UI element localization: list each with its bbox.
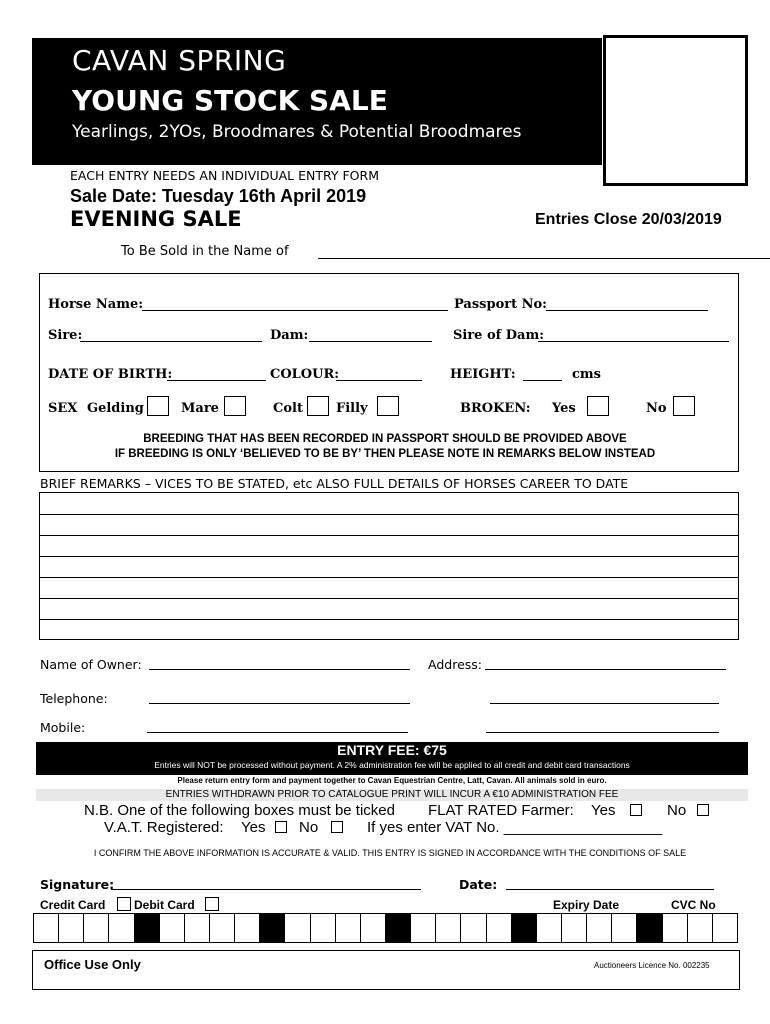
card-digit-cell[interactable] <box>713 914 737 942</box>
licence-number: Auctioneers Licence No. 002235 <box>594 961 710 970</box>
mobile-label: Mobile: <box>40 720 86 735</box>
broken-yes-label: Yes <box>552 401 576 416</box>
entries-close: Entries Close 20/03/2019 <box>535 211 722 228</box>
debit-card-label: Debit Card <box>134 898 195 912</box>
cms-label: cms <box>572 367 601 382</box>
title-line2: YOUNG STOCK SALE <box>72 84 388 117</box>
mare-checkbox[interactable] <box>224 396 246 416</box>
remarks-line <box>40 598 738 599</box>
sale-date: Sale Date: Tuesday 16th April 2019 <box>70 186 367 206</box>
broken-yes-checkbox[interactable] <box>587 396 609 416</box>
colt-label: Colt <box>273 401 303 416</box>
sold-name-field[interactable] <box>318 258 770 259</box>
sire-label: Sire: <box>48 328 83 343</box>
height-label: HEIGHT: <box>450 367 516 382</box>
flat-rated-no-checkbox[interactable] <box>697 804 709 816</box>
withdraw-note: ENTRIES WITHDRAWN PRIOR TO CATALOGUE PRINT WILL INCUR A €10 ADMINISTRATION FEE <box>165 789 619 800</box>
filly-checkbox[interactable] <box>377 396 399 416</box>
evening-sale: EVENING SALE <box>70 207 242 231</box>
owner-name-label: Name of Owner: <box>40 657 142 672</box>
card-digit-cell[interactable] <box>34 914 59 942</box>
credit-card-label: Credit Card <box>40 898 106 912</box>
flat-rated-yes-checkbox[interactable] <box>630 804 642 816</box>
vat-no-label: No <box>299 819 319 836</box>
remarks-line <box>40 535 738 536</box>
sex-label: SEX <box>48 401 78 416</box>
owner-name-field[interactable] <box>149 658 410 670</box>
vat-number-label: If yes enter VAT No. ___________________ <box>367 819 663 836</box>
signature-label: Signature: <box>40 877 115 892</box>
remarks-box[interactable] <box>39 492 739 640</box>
return-note: Please return entry form and payment together to Cavan Equestrian Centre, Latt, Cavan. All animals sold in euro. <box>177 776 607 785</box>
each-entry-note: EACH ENTRY NEEDS AN INDIVIDUAL ENTRY FORM <box>70 168 379 183</box>
card-digit-cell[interactable] <box>562 914 587 942</box>
card-digit-cell[interactable] <box>487 914 512 942</box>
card-digit-cell[interactable] <box>210 914 235 942</box>
cvc-label: CVC No <box>671 898 716 912</box>
remarks-line <box>40 556 738 557</box>
broken-no-checkbox[interactable] <box>673 396 695 416</box>
card-digit-cell[interactable] <box>361 914 386 942</box>
card-digit-cell[interactable] <box>612 914 637 942</box>
vat-no-checkbox[interactable] <box>331 821 343 833</box>
card-digit-cell[interactable] <box>436 914 461 942</box>
card-grid-separator <box>637 914 662 942</box>
address-line3-field[interactable] <box>486 721 719 733</box>
date-label: Date: <box>459 877 498 892</box>
credit-card-checkbox[interactable] <box>117 897 131 911</box>
telephone-label: Telephone: <box>40 691 108 706</box>
expiry-date-label: Expiry Date <box>553 898 620 912</box>
subtitle: Yearlings, 2YOs, Broodmares & Potential Broodmares <box>72 122 522 142</box>
vat-registered-label: V.A.T. Registered: <box>104 819 224 836</box>
remarks-line <box>40 619 738 620</box>
mare-label: Mare <box>181 401 219 416</box>
vat-yes-checkbox[interactable] <box>275 821 287 833</box>
date-field[interactable] <box>506 878 714 890</box>
entry-fee-title: ENTRY FEE: €75 <box>337 742 447 758</box>
card-grid-separator <box>512 914 537 942</box>
card-digit-cell[interactable] <box>461 914 486 942</box>
broken-no-label: No <box>646 401 667 416</box>
sire-field[interactable] <box>80 330 262 342</box>
telephone-field[interactable] <box>149 692 410 704</box>
sire-of-dam-field[interactable] <box>538 330 729 342</box>
colour-field[interactable] <box>336 369 422 381</box>
colt-checkbox[interactable] <box>307 396 329 416</box>
address-line2-field[interactable] <box>490 692 719 704</box>
address-label: Address: <box>428 657 482 672</box>
card-digit-cell[interactable] <box>109 914 134 942</box>
sold-name-label: To Be Sold in the Name of <box>121 244 289 259</box>
flat-rated-no-label: No <box>667 802 687 819</box>
signature-field[interactable] <box>111 878 421 890</box>
broken-label: BROKEN: <box>460 401 531 416</box>
mobile-field[interactable] <box>147 721 408 733</box>
breeding-note-2: IF BREEDING IS ONLY ‘BELIEVED TO BE BY’ THEN PLEASE NOTE IN REMARKS BELOW INSTEAD <box>114 448 656 460</box>
card-grid-separator <box>135 914 160 942</box>
gelding-checkbox[interactable] <box>147 396 169 416</box>
horse-name-label: Horse Name: <box>48 297 144 312</box>
card-digit-cell[interactable] <box>311 914 336 942</box>
vat-yes-label: Yes <box>241 819 266 836</box>
card-digit-cell[interactable] <box>587 914 612 942</box>
card-digit-cell[interactable] <box>285 914 310 942</box>
breeding-note-1: BREEDING THAT HAS BEEN RECORDED IN PASSPORT SHOULD BE PROVIDED ABOVE <box>143 433 627 445</box>
nb-line: N.B. One of the following boxes must be ticked <box>84 802 395 819</box>
filly-label: Filly <box>336 401 368 416</box>
flat-rated-label: FLAT RATED Farmer: <box>428 802 574 819</box>
card-grid-separator <box>386 914 411 942</box>
card-digit-cell[interactable] <box>663 914 688 942</box>
horse-name-field[interactable] <box>142 299 448 311</box>
remarks-line <box>40 514 738 515</box>
card-digit-cell[interactable] <box>688 914 713 942</box>
debit-card-checkbox[interactable] <box>205 897 219 911</box>
office-use-label: Office Use Only <box>44 957 141 972</box>
card-digit-cell[interactable] <box>59 914 84 942</box>
dam-field[interactable] <box>309 330 432 342</box>
gelding-label: Gelding <box>87 401 144 416</box>
card-digit-cell[interactable] <box>411 914 436 942</box>
card-number-grid <box>33 913 738 943</box>
dob-label: DATE OF BIRTH: <box>48 367 173 382</box>
card-grid-separator <box>260 914 285 942</box>
title-line1: CAVAN SPRING <box>72 44 287 77</box>
flat-rated-yes-label: Yes <box>591 802 616 819</box>
card-digit-cell[interactable] <box>160 914 185 942</box>
photo-box[interactable] <box>603 35 748 186</box>
card-digit-cell[interactable] <box>537 914 562 942</box>
sire-of-dam-label: Sire of Dam: <box>453 328 545 343</box>
passport-no-label: Passport No: <box>454 297 547 312</box>
card-digit-cell[interactable] <box>336 914 361 942</box>
card-digit-cell[interactable] <box>185 914 210 942</box>
colour-label: COLOUR: <box>270 367 340 382</box>
height-field[interactable] <box>523 369 562 381</box>
card-digit-cell[interactable] <box>84 914 109 942</box>
address-field[interactable] <box>485 658 726 670</box>
payment-note: Entries will NOT be processed without payment. A 2% administration fee will be applied to all credit and debit card transactions <box>154 760 630 770</box>
card-digit-cell[interactable] <box>235 914 260 942</box>
remarks-line <box>40 577 738 578</box>
remarks-title: BRIEF REMARKS – VICES TO BE STATED, etc ALSO FULL DETAILS OF HORSES CAREER TO DATE <box>40 476 629 491</box>
passport-no-field[interactable] <box>546 299 708 311</box>
dob-field[interactable] <box>167 369 266 381</box>
dam-label: Dam: <box>270 328 309 343</box>
confirm-statement: I CONFIRM THE ABOVE INFORMATION IS ACCURATE & VALID. THIS ENTRY IS SIGNED IN ACCORDANCE WITH THE CONDITIONS OF SALE <box>93 848 687 858</box>
